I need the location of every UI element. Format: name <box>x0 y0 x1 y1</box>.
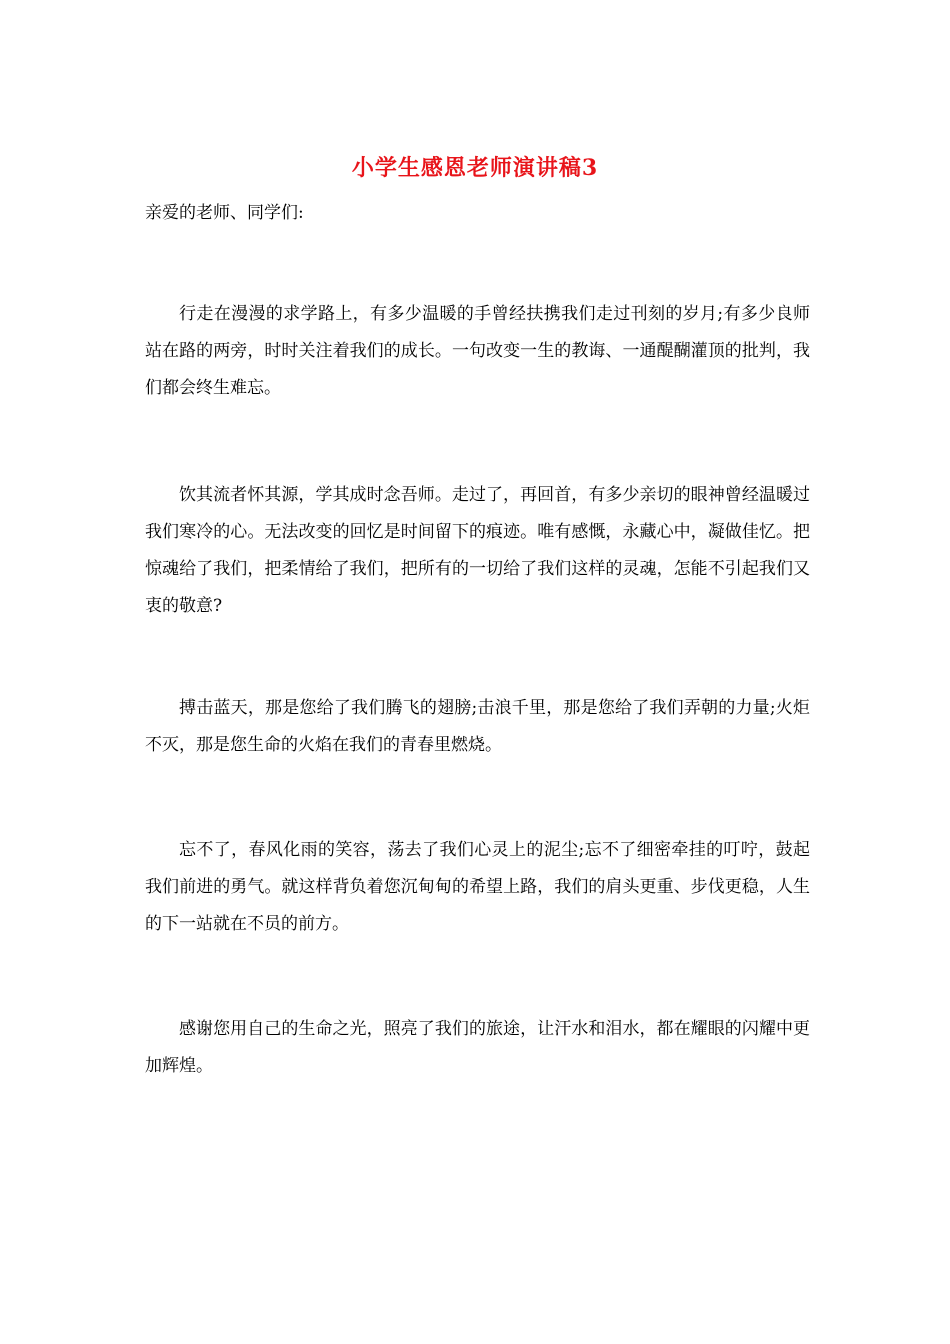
paragraph-1: 行走在漫漫的求学路上，有多少温暖的手曾经扶携我们走过刊刻的岁月;有多少良师站在路的两旁，时时关注着我们的成长。一句改变一生的教诲、一通醍醐灌顶的批判，我们都会终生难忘。 <box>145 304 810 398</box>
paragraph-4: 忘不了，春风化雨的笑容，荡去了我们心灵上的泥尘;忘不了细密牵挂的叮咛，鼓起我们前进的勇气。就这样背负着您沉甸甸的希望上路，我们的肩头更重、步伐更稳，人生的下一站就在不员的前方。 <box>145 840 810 934</box>
paragraph-3: 搏击蓝天，那是您给了我们腾飞的翅膀;击浪千里，那是您给了我们弄朝的力量;火炬不灭，那是您生命的火焰在我们的青春里燃烧。 <box>145 698 810 755</box>
paragraph-5: 感谢您用自己的生命之光，照亮了我们的旅途，让汗水和泪水，都在耀眼的闪耀中更加辉煌。 <box>145 1019 810 1076</box>
document-title: 小学生感恩老师演讲稿3 <box>351 155 599 181</box>
greeting-line: 亲爱的老师、同学们: <box>145 203 304 223</box>
paragraph-2: 饮其流者怀其源，学其成时念吾师。走过了，再回首，有多少亲切的眼神曾经温暖过我们寒冷的心。无法改变的回忆是时间留下的痕迹。唯有感慨，永藏心中，凝做佳忆。把惊魂给了我们，把柔情给了我们，把所有的一切给了我们这样的灵魂，怎能不引起我们又衷的敬意? <box>145 485 810 616</box>
